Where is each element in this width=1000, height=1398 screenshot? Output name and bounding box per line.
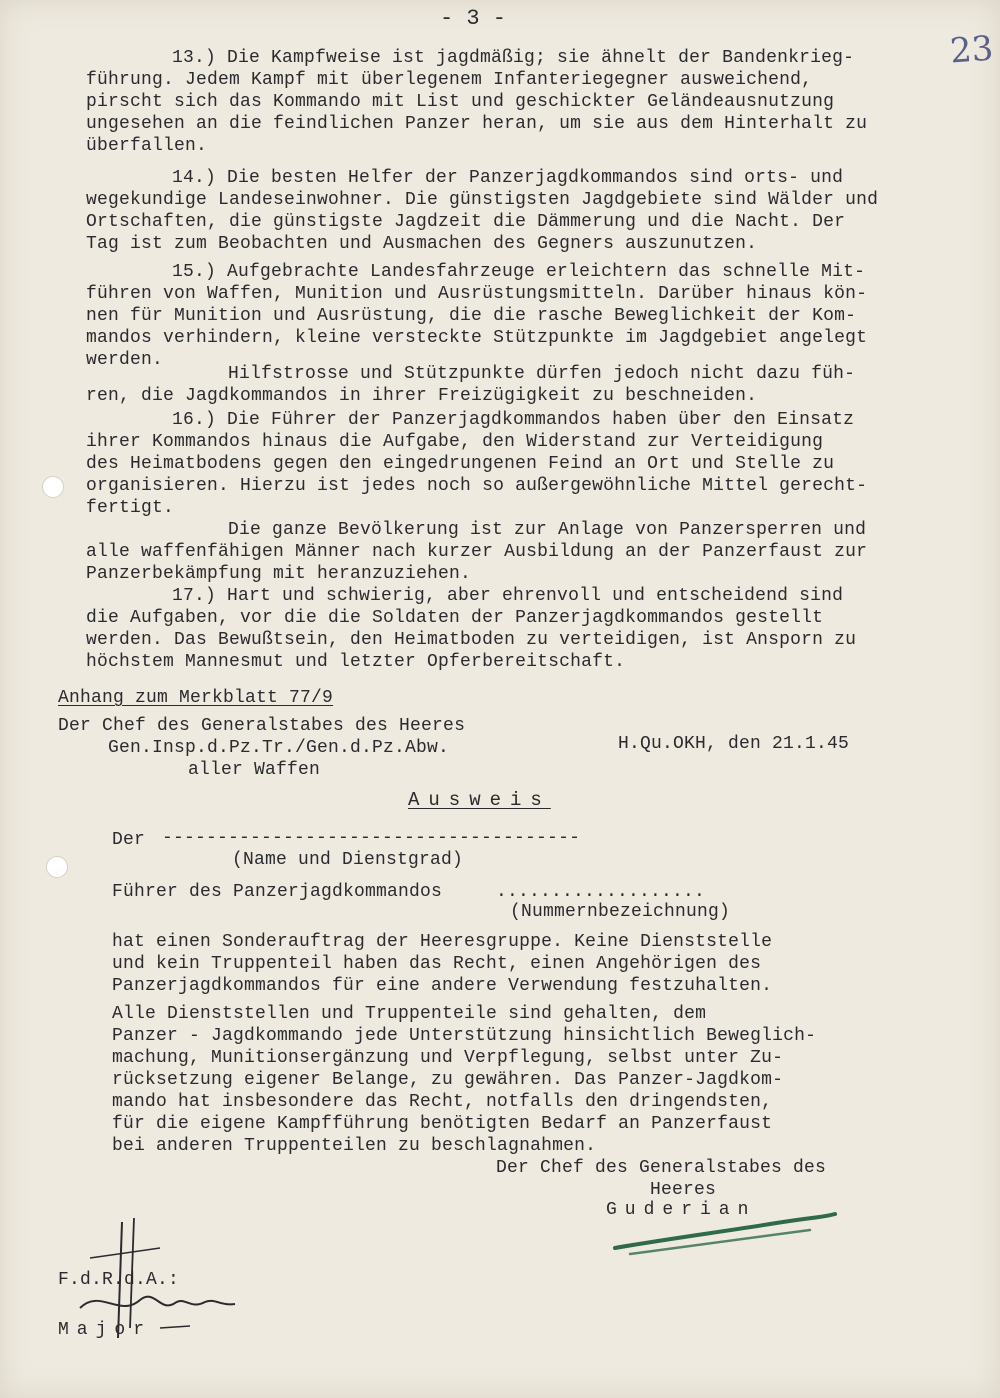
p15-line-4: mandos verhindern, kleine versteckte Stützpunkte im Jagdgebiet angelegt (86, 328, 868, 348)
form-fuehrer-dots: ................... (496, 882, 706, 902)
certification-label: F.d.R.d.A.: (58, 1270, 180, 1290)
p14-line-4: Tag ist zum Beobachten und Ausmachen des Gegners auszunutzen. (86, 234, 758, 254)
body2-line-1: Alle Dienststellen und Truppenteile sind gehalten, dem (112, 1004, 707, 1024)
punch-hole-top (42, 476, 64, 498)
body-line-2: und kein Truppenteil haben das Recht, einen Angehörigen des (112, 954, 762, 974)
p17-line-4: höchstem Mannesmut und letzter Opferbereitschaft. (86, 652, 626, 672)
body-line-1: hat einen Sonderauftrag der Heeresgruppe. Keine Dienststelle (112, 932, 773, 952)
p16-line-5: fertigt. (86, 498, 175, 518)
p14-line-2: wegekundige Landeseinwohner. Die günstigsten Jagdgebiete sind Wälder und (86, 190, 879, 210)
p16-line-3: des Heimatbodens gegen den eingedrungenen Feind an Ort und Stelle zu (86, 454, 835, 474)
p17-line-2: die Aufgaben, vor die die Soldaten der Panzerjagdkommandos gestellt (86, 608, 824, 628)
p14-line-1: 14.) Die besten Helfer der Panzerjagdkommandos sind orts- und (172, 168, 844, 188)
p16b-line-1: Die ganze Bevölkerung ist zur Anlage von Panzersperren und (228, 520, 867, 540)
form-nummer-hint: (Nummernbezeichnung) (510, 902, 731, 922)
page-number: - 3 - (440, 6, 507, 31)
p16b-line-3: Panzerbekämpfung mit heranzuziehen. (86, 564, 472, 584)
body2-line-3: machung, Munitionsergänzung und Verpflegung, selbst unter Zu- (112, 1048, 784, 1068)
place-date: H.Qu.OKH, den 21.1.45 (618, 734, 850, 754)
p16-line-4: organisieren. Hierzu ist jedes noch so außergewöhnliche Mittel gerecht- (86, 476, 868, 496)
p15-line-3: nen für Munition und Ausrüstung, die die rasche Beweglichkeit der Kom- (86, 306, 857, 326)
body2-line-7: bei anderen Truppenteilen zu beschlagnahmen. (112, 1136, 597, 1156)
p15b-line-2: ren, die Jagdkommandos in ihrer Freizügigkeit zu beschneiden. (86, 386, 758, 406)
body2-line-5: mando hat insbesondere das Recht, notfalls den dringendsten, (112, 1092, 773, 1112)
closing-line-1: Der Chef des Generalstabes des (496, 1158, 827, 1178)
sender-line-1: Der Chef des Generalstabes des Heeres (58, 716, 466, 736)
p16-line-2: ihrer Kommandos hinaus die Aufgabe, den Widerstand zur Verteidigung (86, 432, 824, 452)
margin-page-note: 23 (948, 28, 995, 72)
p17-line-1: 17.) Hart und schwierig, aber ehrenvoll und entscheidend sind (172, 586, 844, 606)
p15-line-1: 15.) Aufgebrachte Landesfahrzeuge erleichtern das schnelle Mit- (172, 262, 866, 282)
body-line-3: Panzerjagdkommandos für eine andere Verwendung festzuhalten. (112, 976, 773, 996)
p13-line-5: überfallen. (86, 136, 208, 156)
certification-rank: Major (58, 1320, 153, 1340)
p14-line-3: Ortschaften, die günstigste Jagdzeit die Dämmerung und die Nacht. Der (86, 212, 846, 232)
body2-line-4: rücksetzung eigener Belange, zu gewähren. Das Panzer-Jagdkom- (112, 1070, 784, 1090)
closing-signature-name: Guderian (606, 1200, 757, 1220)
p15-line-2: führen von Waffen, Munition und Ausrüstungsmitteln. Darüber hinaus kön- (86, 284, 868, 304)
p13-line-2: führung. Jedem Kampf mit überlegenem Infanteriegegner ausweichend, (86, 70, 813, 90)
p13-line-4: ungesehen an die feindlichen Panzer heran, um sie aus dem Hinterhalt zu (86, 114, 868, 134)
closing-line-2: Heeres (650, 1180, 717, 1200)
p13-line-3: pirscht sich das Kommando mit List und geschickter Geländeausnutzung (86, 92, 835, 112)
p15b-line-1: Hilfstrosse und Stützpunkte dürfen jedoch nicht dazu füh- (228, 364, 856, 384)
ausweis-title: Ausweis (408, 789, 551, 811)
p16-line-1: 16.) Die Führer der Panzerjagdkommandos haben über den Einsatz (172, 410, 855, 430)
p16b-line-2: alle waffenfähigen Männer nach kurzer Ausbildung an der Panzerfaust zur (86, 542, 868, 562)
body2-line-2: Panzer - Jagdkommando jede Unterstützung hinsichtlich Beweglich- (112, 1026, 817, 1046)
p17-line-3: werden. Das Bewußtsein, den Heimatboden zu verteidigen, ist Ansporn zu (86, 630, 857, 650)
handwritten-signature (60, 1218, 240, 1358)
sender-line-3: aller Waffen (188, 760, 321, 780)
p15-line-5: werden. (86, 350, 164, 370)
form-der-line: -------------------------------------- (162, 828, 581, 848)
form-name-hint: (Name und Dienstgrad) (232, 850, 464, 870)
form-der-label: Der (112, 830, 146, 850)
annex-title: Anhang zum Merkblatt 77/9 (58, 688, 334, 708)
p13-line-1: 13.) Die Kampfweise ist jagdmäßig; sie ähnelt der Bandenkrieg- (172, 48, 855, 68)
body2-line-6: für die eigene Kampfführung benötigten Bedarf an Panzerfaust (112, 1114, 773, 1134)
form-fuehrer-label: Führer des Panzerjagdkommandos (112, 882, 443, 902)
punch-hole-bottom (46, 856, 68, 878)
green-signature-stroke (610, 1210, 840, 1260)
sender-line-2: Gen.Insp.d.Pz.Tr./Gen.d.Pz.Abw. (108, 738, 450, 758)
